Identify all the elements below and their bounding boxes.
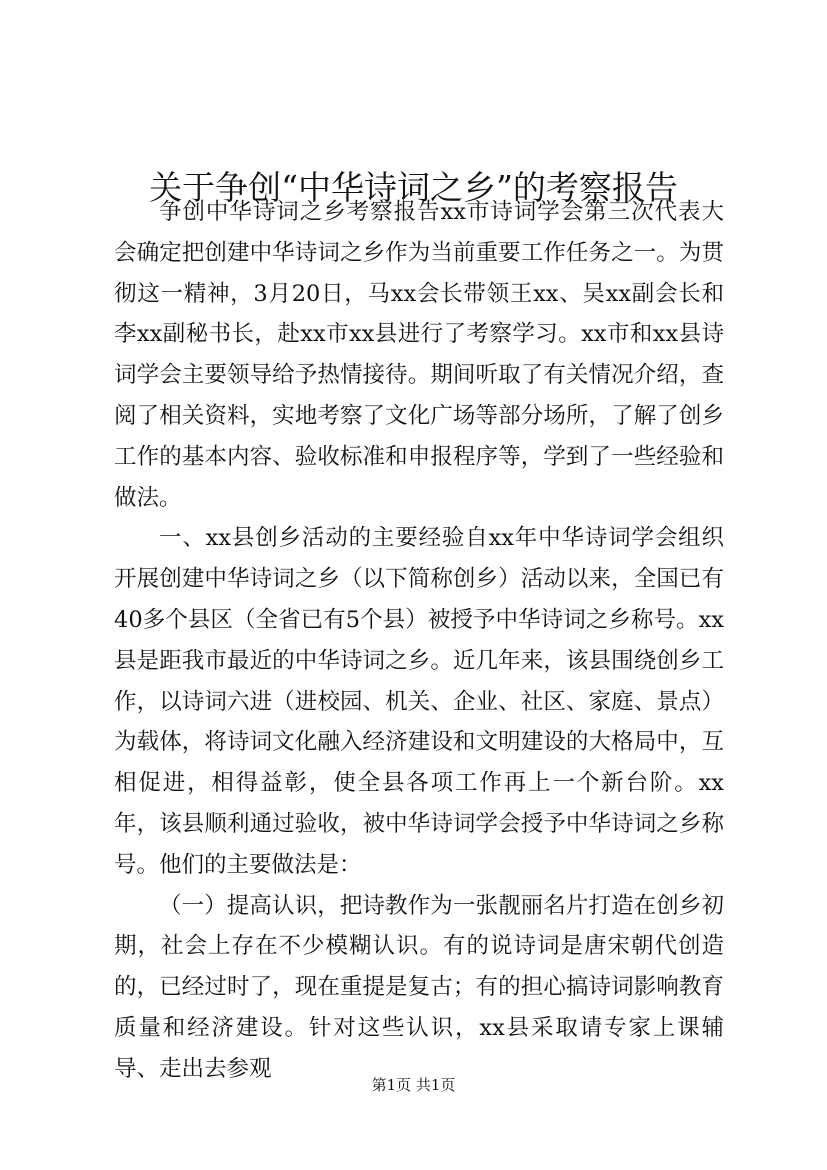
document-title: 关于争创“中华诗词之乡”的考察报告 <box>149 168 678 208</box>
paragraph-intro: 争创中华诗词之乡考察报告xx市诗词学会第三次代表大会确定把创建中华诗词之乡作为当前重要工作任务之一。为贯彻这一精神，3月20日，马xx会长带领王xx、吴xx副会长和李xx副秘书长，赴xx市xx县进行了考察学习。xx市和xx县诗词学会主要领导给予热情接待。期间听取了有关情况介绍，查阅了相关资料，实地考察了文化广场等部分场所，了解了创乡工作的基本内容、验收标准和申报程序等，学到了一些经验和做法。 <box>114 199 724 511</box>
document-body <box>114 192 724 1090</box>
paragraph-subsection-one: （一）提高认识，把诗教作为一张靓丽名片打造在创乡初期，社会上存在不少模糊认识。有的说诗词是唐宋朝代创造的，已经过时了，现在重提是复古；有的担心搞诗词影响教育质量和经济建设。针对这些认识，xx县采取请专家上课辅导、走出去参观 <box>114 892 724 1082</box>
page-footer: 第1页 共1页 <box>371 1076 456 1094</box>
paragraph-section-one: 一、xx县创乡活动的主要经验自xx年中华诗词学会组织开展创建中华诗词之乡（以下简称创乡）活动以来，全国已有40多个县区（全省已有5个县）被授予中华诗词之乡称号。xx县是距我市最近的中华诗词之乡。近几年来，该县围绕创乡工作，以诗词六进（进校园、机关、企业、社区、家庭、景点）为载体，将诗词文化融入经济建设和文明建设的大格局中，互相促进，相得益彰，使全县各项工作再上一个新台阶。xx年，该县顺利通过验收，被中华诗词学会授予中华诗词之乡称号。他们的主要做法是： <box>114 525 724 878</box>
